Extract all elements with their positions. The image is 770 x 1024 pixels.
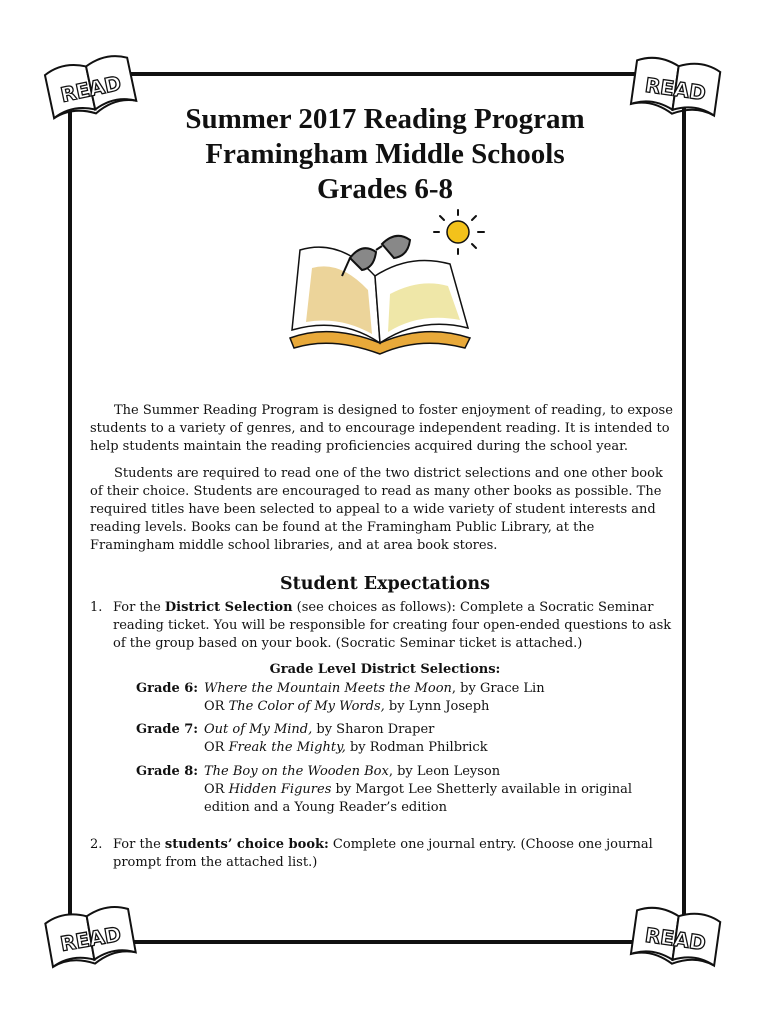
book-author: , by Leon Leyson	[388, 764, 501, 779]
svg-text:READ: READ	[58, 70, 124, 108]
book-title: Freak the Mighty,	[228, 740, 346, 755]
grade-range-title: Grades 6-8	[316, 173, 454, 205]
item-text-bold: District Selection	[164, 600, 293, 615]
list-number: 2.	[90, 837, 103, 852]
intro-paragraph: The Summer Reading Program is designed to foster enjoyment of reading, to expose students to a variety of genres, and to encourage independent reading. It is intended to help students maintain the reading proficiencies acquired during the school year.	[90, 403, 673, 454]
grade-6-selection	[136, 680, 676, 716]
book-author: by Margot Lee Shetterly available in original edition and a Young Reader’s edition	[204, 782, 633, 815]
grade-label: Grade 7:	[136, 722, 199, 737]
item-text-bold: students’ choice book:	[164, 837, 329, 852]
list-number: 1.	[90, 600, 103, 615]
svg-text:READ: READ	[643, 72, 708, 106]
open-book-sunglasses-sun-icon	[270, 198, 500, 358]
or-label: OR	[204, 699, 229, 714]
expectation-item-1	[90, 599, 675, 653]
grade-8-selection	[136, 763, 676, 817]
expectation-item-2	[90, 836, 675, 872]
book-title: Hidden Figures	[228, 782, 332, 797]
grade-label: Grade 8:	[136, 764, 199, 779]
read-book-icon	[39, 895, 141, 976]
book-author: by Sharon Draper	[312, 722, 435, 737]
requirements-paragraph: Students are required to read one of the two district selections and one other book of their choice. Students are encouraged to read as many other books as possible. The required titles have been selected to appeal to a wide variety of student interests and reading levels. Books can be found at the Framingham Public Library, at the Framingham middle school libraries, and at area book stores.	[90, 466, 663, 553]
read-book-icon	[626, 896, 726, 974]
book-title: The Boy on the Wooden Box	[204, 764, 389, 779]
svg-text:READ: READ	[58, 921, 123, 957]
book-title: Out of My Mind,	[204, 722, 313, 737]
item-text-post: Complete one journal entry. (Choose one journal prompt from the attached list.)	[113, 837, 653, 870]
book-title: Where the Mountain Meets the Moon	[204, 681, 452, 696]
book-author: , by Grace Lin	[451, 681, 545, 696]
grade-label: Grade 6:	[136, 681, 199, 696]
section-heading: Student Expectations	[280, 574, 490, 594]
book-author: by Lynn Joseph	[384, 699, 490, 714]
svg-text:READ: READ	[643, 922, 708, 956]
item-text-pre: For the	[113, 600, 165, 615]
page-subtitle: Framingham Middle Schools	[205, 138, 565, 170]
district-selections-subheading: Grade Level District Selections:	[269, 662, 501, 677]
item-text-pre: For the	[113, 837, 165, 852]
or-label: OR	[204, 740, 229, 755]
book-author: by Rodman Philbrick	[345, 740, 488, 755]
item-text-post: (see choices as follows): Complete a Socratic Seminar reading ticket. You will be responsible for creating four open-ended questions to ask of the group based on your book. (Socratic Seminar ticket is attached.)	[113, 600, 672, 651]
or-label: OR	[204, 782, 229, 797]
page-title: Summer 2017 Reading Program	[185, 103, 585, 135]
book-title: The Color of My Words,	[228, 699, 385, 714]
grade-7-selection	[136, 721, 676, 757]
